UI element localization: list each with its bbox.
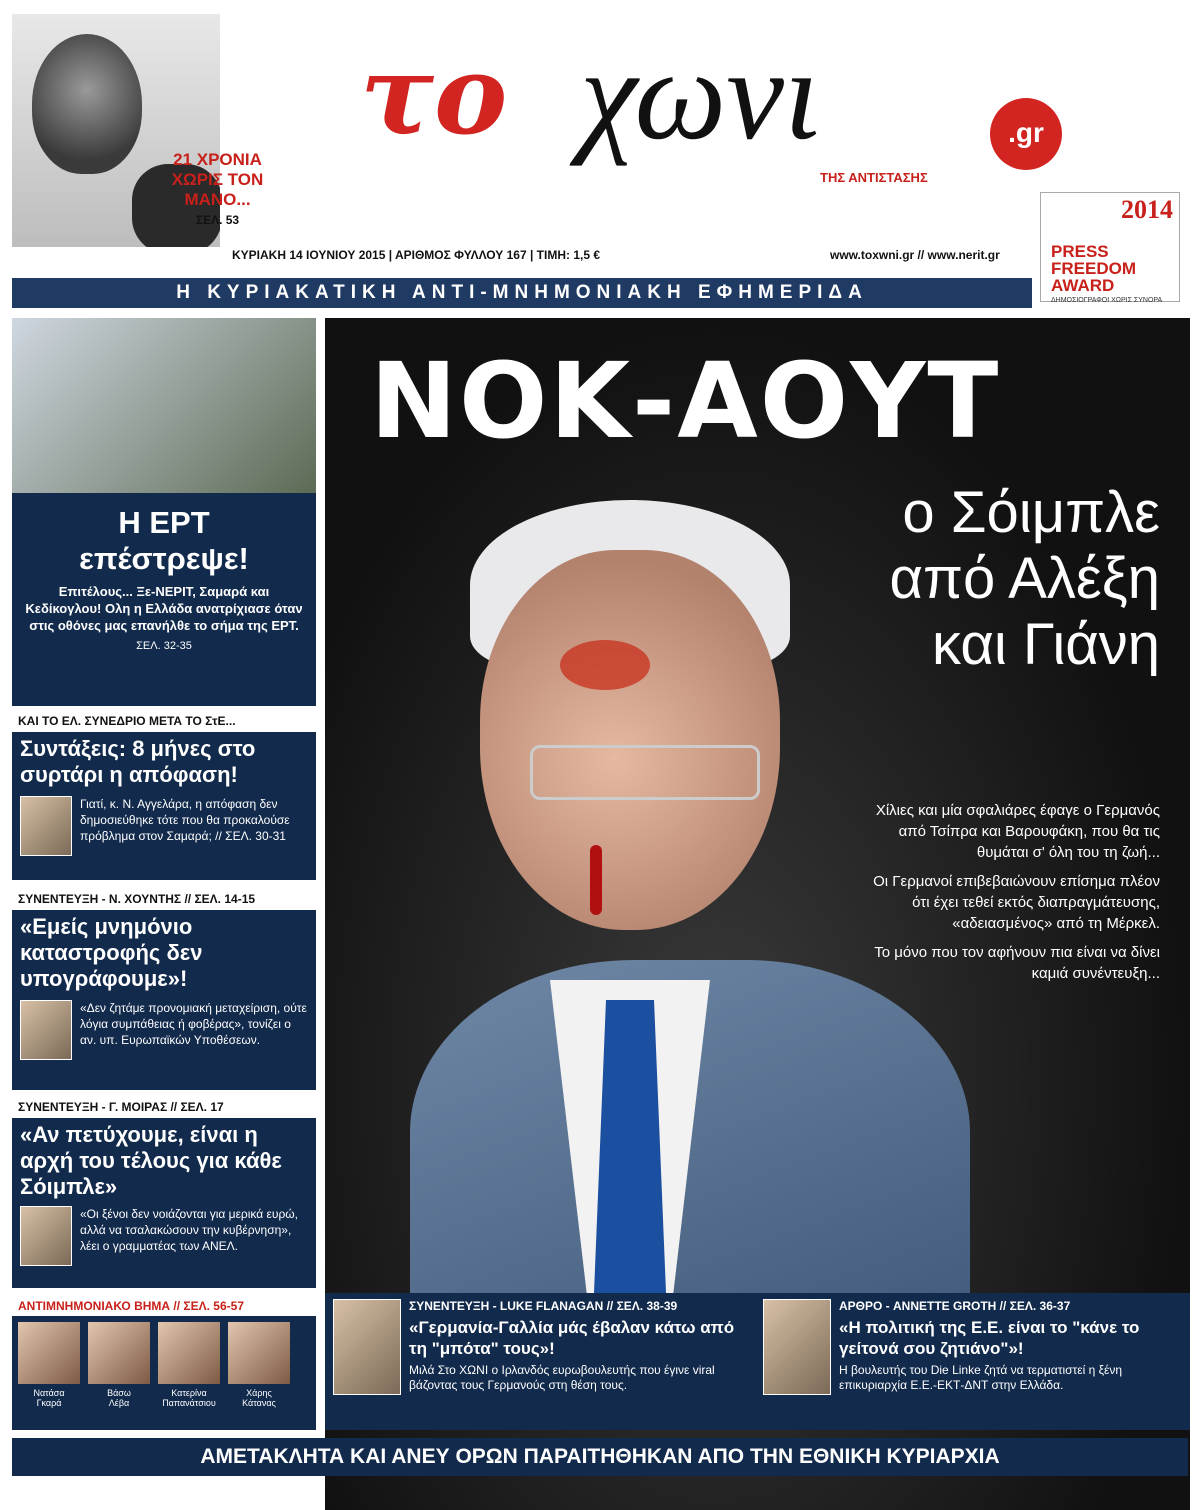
story-moiras[interactable]: ΣΥΝΕΝΤΕΥΞΗ - Γ. ΜΟΙΡΑΣ // ΣΕΛ. 17 «Αν πετύχουμε, είναι η αρχή του τέλους για κάθε Σόιμπλε» «Οι ξένοι δεν νοιάζονται για μερικά ευρώ, αλλά να τσαλακώσουν την κυβέρνηση», λέει ο γραμματέας των ΑΝΕΛ. [12, 1096, 316, 1288]
xountis-photo [20, 1000, 72, 1060]
vima-person: Βάσω Λέβα [88, 1322, 150, 1408]
vima-person: Κατερίνα Παπανάτσιου [158, 1322, 220, 1408]
blood-mark [590, 845, 602, 915]
logo-gr: .gr [990, 98, 1062, 170]
masthead-subtitle: ΤΗΣ ΑΝΤΙΣΤΑΣΗΣ [820, 170, 928, 185]
vima-person: Νατάσα Γκαρά [18, 1322, 80, 1408]
press-freedom-award: 2014 PRESS FREEDOM AWARD ΔΗΜΟΣΙΟΓΡΑΦΟΙ ΧΩΡΙΣ ΣΥΝΟΡΑ [1040, 192, 1180, 302]
story-ert[interactable]: Η ΕΡΤ επέστρεψε! Επιτέλους... Ξε-ΝΕΡΙΤ, Σαμαρά και Κεδίκογλου! Ολη η Ελλάδα ανατρίχιασε όταν στις οθόνες μας επανήλθε το σήμα της ΕΡΤ. ΣΕΛ. 32-35 [12, 318, 316, 706]
bottom-boxes [325, 1293, 1190, 1430]
bruise-mark [560, 640, 650, 690]
story-flanagan[interactable]: ΣΥΝΕΝΤΕΥΞΗ - LUKE FLANAGAN // ΣΕΛ. 38-39 «Γερμανία-Γαλλία μάς έβαλαν κάτω από τη "μπότα" τους»! Μιλά Στο ΧΩΝΙ ο Ιρλανδός ευρωβουλευτής που έγινε viral βάζοντας τους Γερμανούς στη θέση τους. [333, 1299, 753, 1395]
glasses [530, 745, 760, 800]
web-links[interactable]: www.toxwni.gr // www.nerit.gr [830, 248, 1000, 262]
groth-photo [763, 1299, 831, 1395]
story-groth[interactable]: ΑΡΘΡΟ - ANNETTE GROTH // ΣΕΛ. 36-37 «Η πολιτική της Ε.Ε. είναι το "κάνε το γείτονά σου ζητιάνο"»! Η βουλευτής του Die Linke ζητά να τερματιστεί η ξένη επικυριαρχία Ε.Ε.-ΕΚΤ-ΔΝΤ στην Ελλάδα. [763, 1299, 1183, 1395]
angelaras-photo [20, 796, 72, 856]
main-body: Χίλιες και μία σφαλιάρες έφαγε ο Γερμανός από Τσίπρα και Βαρουφάκη, που θα τις θυμάται σ' όλη του τη ζωή... Οι Γερμανοί επιβεβαιώνουν επίσημα πλέον ότι έχει τεθεί εκτός διαπραγμάτευσης, «αδειασμένος» από τη Μέρκελ. Το μόνο που τον αφήνουν πια είναι να δίνει καμιά συνέντευξη... [873, 802, 1160, 982]
logo-main: χωνι [580, 23, 821, 167]
main-headline: ΝΟΚ-ΑΟΥΤ [370, 340, 1001, 462]
dateline: ΚΥΡΙΑΚΗ 14 ΙΟΥΝΙΟΥ 2015 | ΑΡΙΘΜΟΣ ΦΥΛΛΟΥ 167 | ΤΙΜΗ: 1,5 € [232, 248, 601, 262]
manos-teaser[interactable]: 21 ΧΡΟΝΙΑ ΧΩΡΙΣ ΤΟΝ ΜΑΝΟ... ΣΕΛ. 53 [171, 150, 264, 227]
main-subheadline: ο Σόιμπλε από Αλέξη και Γιάνη [889, 480, 1160, 677]
story-xountis[interactable]: ΣΥΝΕΝΤΕΥΞΗ - Ν. ΧΟΥΝΤΗΣ // ΣΕΛ. 14-15 «Εμείς μνημόνιο καταστροφής δεν υπογράφουμε»! «Δεν ζητάμε προνομιακή μεταχείριση, ούτε λόγια συμπάθειας ή φοβέρας», τονίζει ο αν. υπ. Ευρωπαϊκών Υποθέσεων. [12, 888, 316, 1090]
antimnimoniako-vima[interactable]: ΑΝΤΙΜΝΗΜΟΝΙΑΚΟ ΒΗΜΑ // ΣΕΛ. 56-57 Νατάσα Γκαρά Βάσω Λέβα Κατερίνα Παπανάτσιου Χάρης Κάτανας [12, 1296, 316, 1430]
logo-to: το [360, 30, 508, 159]
tagline: Η ΚΥΡΙΑΚΑΤΙΚΗ ΑΝΤΙ-ΜΝΗΜΟΝΙΑΚΗ ΕΦΗΜΕΡΙΔΑ [12, 278, 1032, 308]
moiras-photo [20, 1206, 72, 1266]
ert-photo [12, 318, 316, 493]
footer-banner: ΑΜΕΤΑΚΛΗΤΑ ΚΑΙ ΑΝΕΥ ΟΡΩΝ ΠΑΡΑΙΤΗΘΗΚΑΝ ΑΠΟ ΤΗΝ ΕΘΝΙΚΗ ΚΥΡΙΑΡΧΙΑ [12, 1438, 1188, 1476]
flanagan-photo [333, 1299, 401, 1395]
vima-person: Χάρης Κάτανας [228, 1322, 290, 1408]
story-syntaxeis[interactable]: ΚΑΙ ΤΟ ΕΛ. ΣΥΝΕΔΡΙΟ ΜΕΤΑ ΤΟ ΣτΕ... Συντάξεις: 8 μήνες στο συρτάρι η απόφαση! Γιατί, κ. Ν. Αγγελάρα, η απόφαση δεν δημοσιεύθηκε τότε που θα προκαλούσε πρόβλημα στον Σαμαρά; // ΣΕΛ. 30-31 [12, 710, 316, 880]
